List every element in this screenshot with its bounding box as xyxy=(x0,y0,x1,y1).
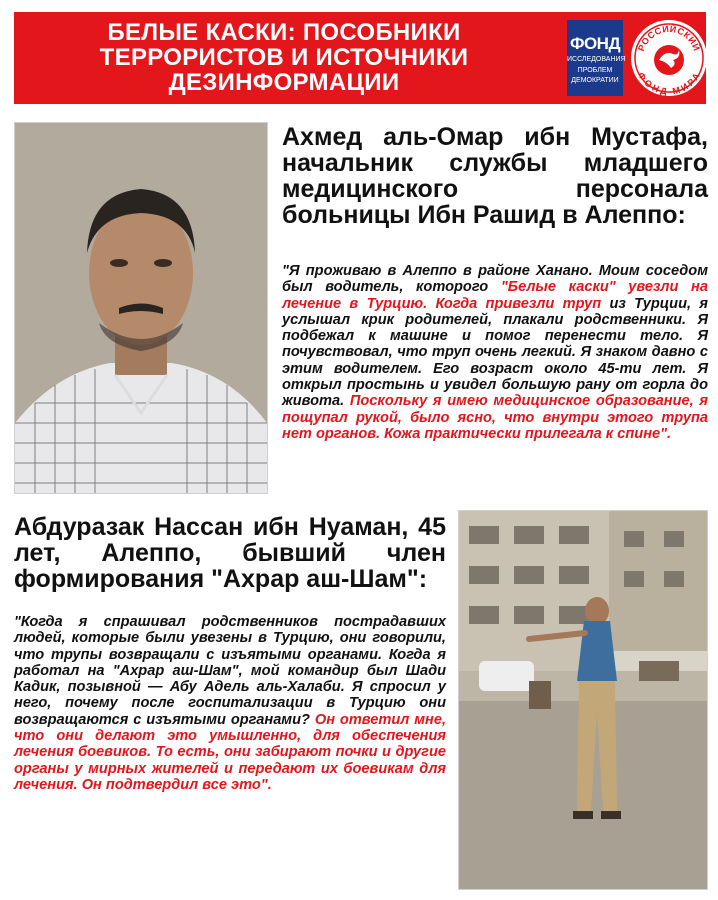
person1-heading: Ахмед аль-Омар ибн Мустафа, начальник службы младшего медицинского персонала больницы Ибн Рашид в Алеппо: xyxy=(282,123,708,229)
portrait-image xyxy=(15,123,267,493)
page-title xyxy=(14,20,554,95)
title-line: ДЕЗИНФОРМАЦИИ xyxy=(168,69,400,96)
peace-fund-logo xyxy=(631,20,707,96)
title-line: ТЕРРОРИСТОВ И ИСТОЧНИКИ xyxy=(99,44,469,71)
quote-text-highlight: Поскольку я имею медицинское образование, я пощупал рукой, было ясно, что внутри этого трупа нет органов. Кожа практически прилегала к спине". xyxy=(282,393,708,442)
logo-peace-arc-top: РОССИЙСКИЙ xyxy=(636,23,702,53)
quote-text: из Турции, я услышал крик родителей, плакали родственники. Я подбежал к машине и помог перенести тело. Я почувствовал, что труп очень легкий. Я знаком давно с этим водителем. Его возраст около 45-ти лет. Я открыл простынь и увидел большую рану от горла до живота. xyxy=(282,295,708,410)
street-image xyxy=(459,511,707,889)
logo-fond-line: ПРОБЛЕМ xyxy=(577,66,613,74)
quote-text-highlight: "Белые каски" увезли на лечение в Турцию. Когда привезли труп xyxy=(282,279,708,312)
person1-quote xyxy=(282,263,708,442)
header-banner xyxy=(14,12,706,104)
logo-fond-word: ФОНД xyxy=(569,34,621,53)
title-line: БЕЛЫЕ КАСКИ: ПОСОБНИКИ xyxy=(107,19,461,46)
fond-democracy-logo xyxy=(567,20,626,96)
street-photo-abdurazak xyxy=(458,510,708,890)
quote-text: "Когда я спрашивал родственников пострадавших людей, которые были увезены в Турцию, они говорили, что трупы возвращали с изъятыми органами. Когда я работал на "Ахрар аш-Шам", мой командир был Шади Кадик, позывной — Абу Адель аль-Халаби. Я спросил у него, почему после госпитализации в Турцию они возвращаются с изъятыми органами? xyxy=(14,614,446,728)
logo-fond-line: ИССЛЕДОВАНИЯ xyxy=(567,56,626,63)
person2-quote xyxy=(14,614,446,793)
logo-fond-line: ДЕМОКРАТИИ xyxy=(571,77,619,84)
portrait-photo-ahmed xyxy=(14,122,268,494)
person2-heading: Абдуразак Нассан ибн Нуаман, 45 лет, Алеппо, бывший член формирования "Ахрар аш-Шам": xyxy=(14,513,446,593)
quote-text: "Я проживаю в Алеппо в районе Ханано. Моим соседом был водитель, которого xyxy=(282,263,708,296)
quote-text-highlight: Он ответил мне, что они делают это умышленно, для обеспечения лечения боевиков. То есть, они забирают почки и другие органы у мирных жителей и передают их боевикам для лечения. Он подтвердил все это". xyxy=(14,711,447,793)
logo-peace-arc-bottom: ФОНД МИРА xyxy=(635,70,703,96)
